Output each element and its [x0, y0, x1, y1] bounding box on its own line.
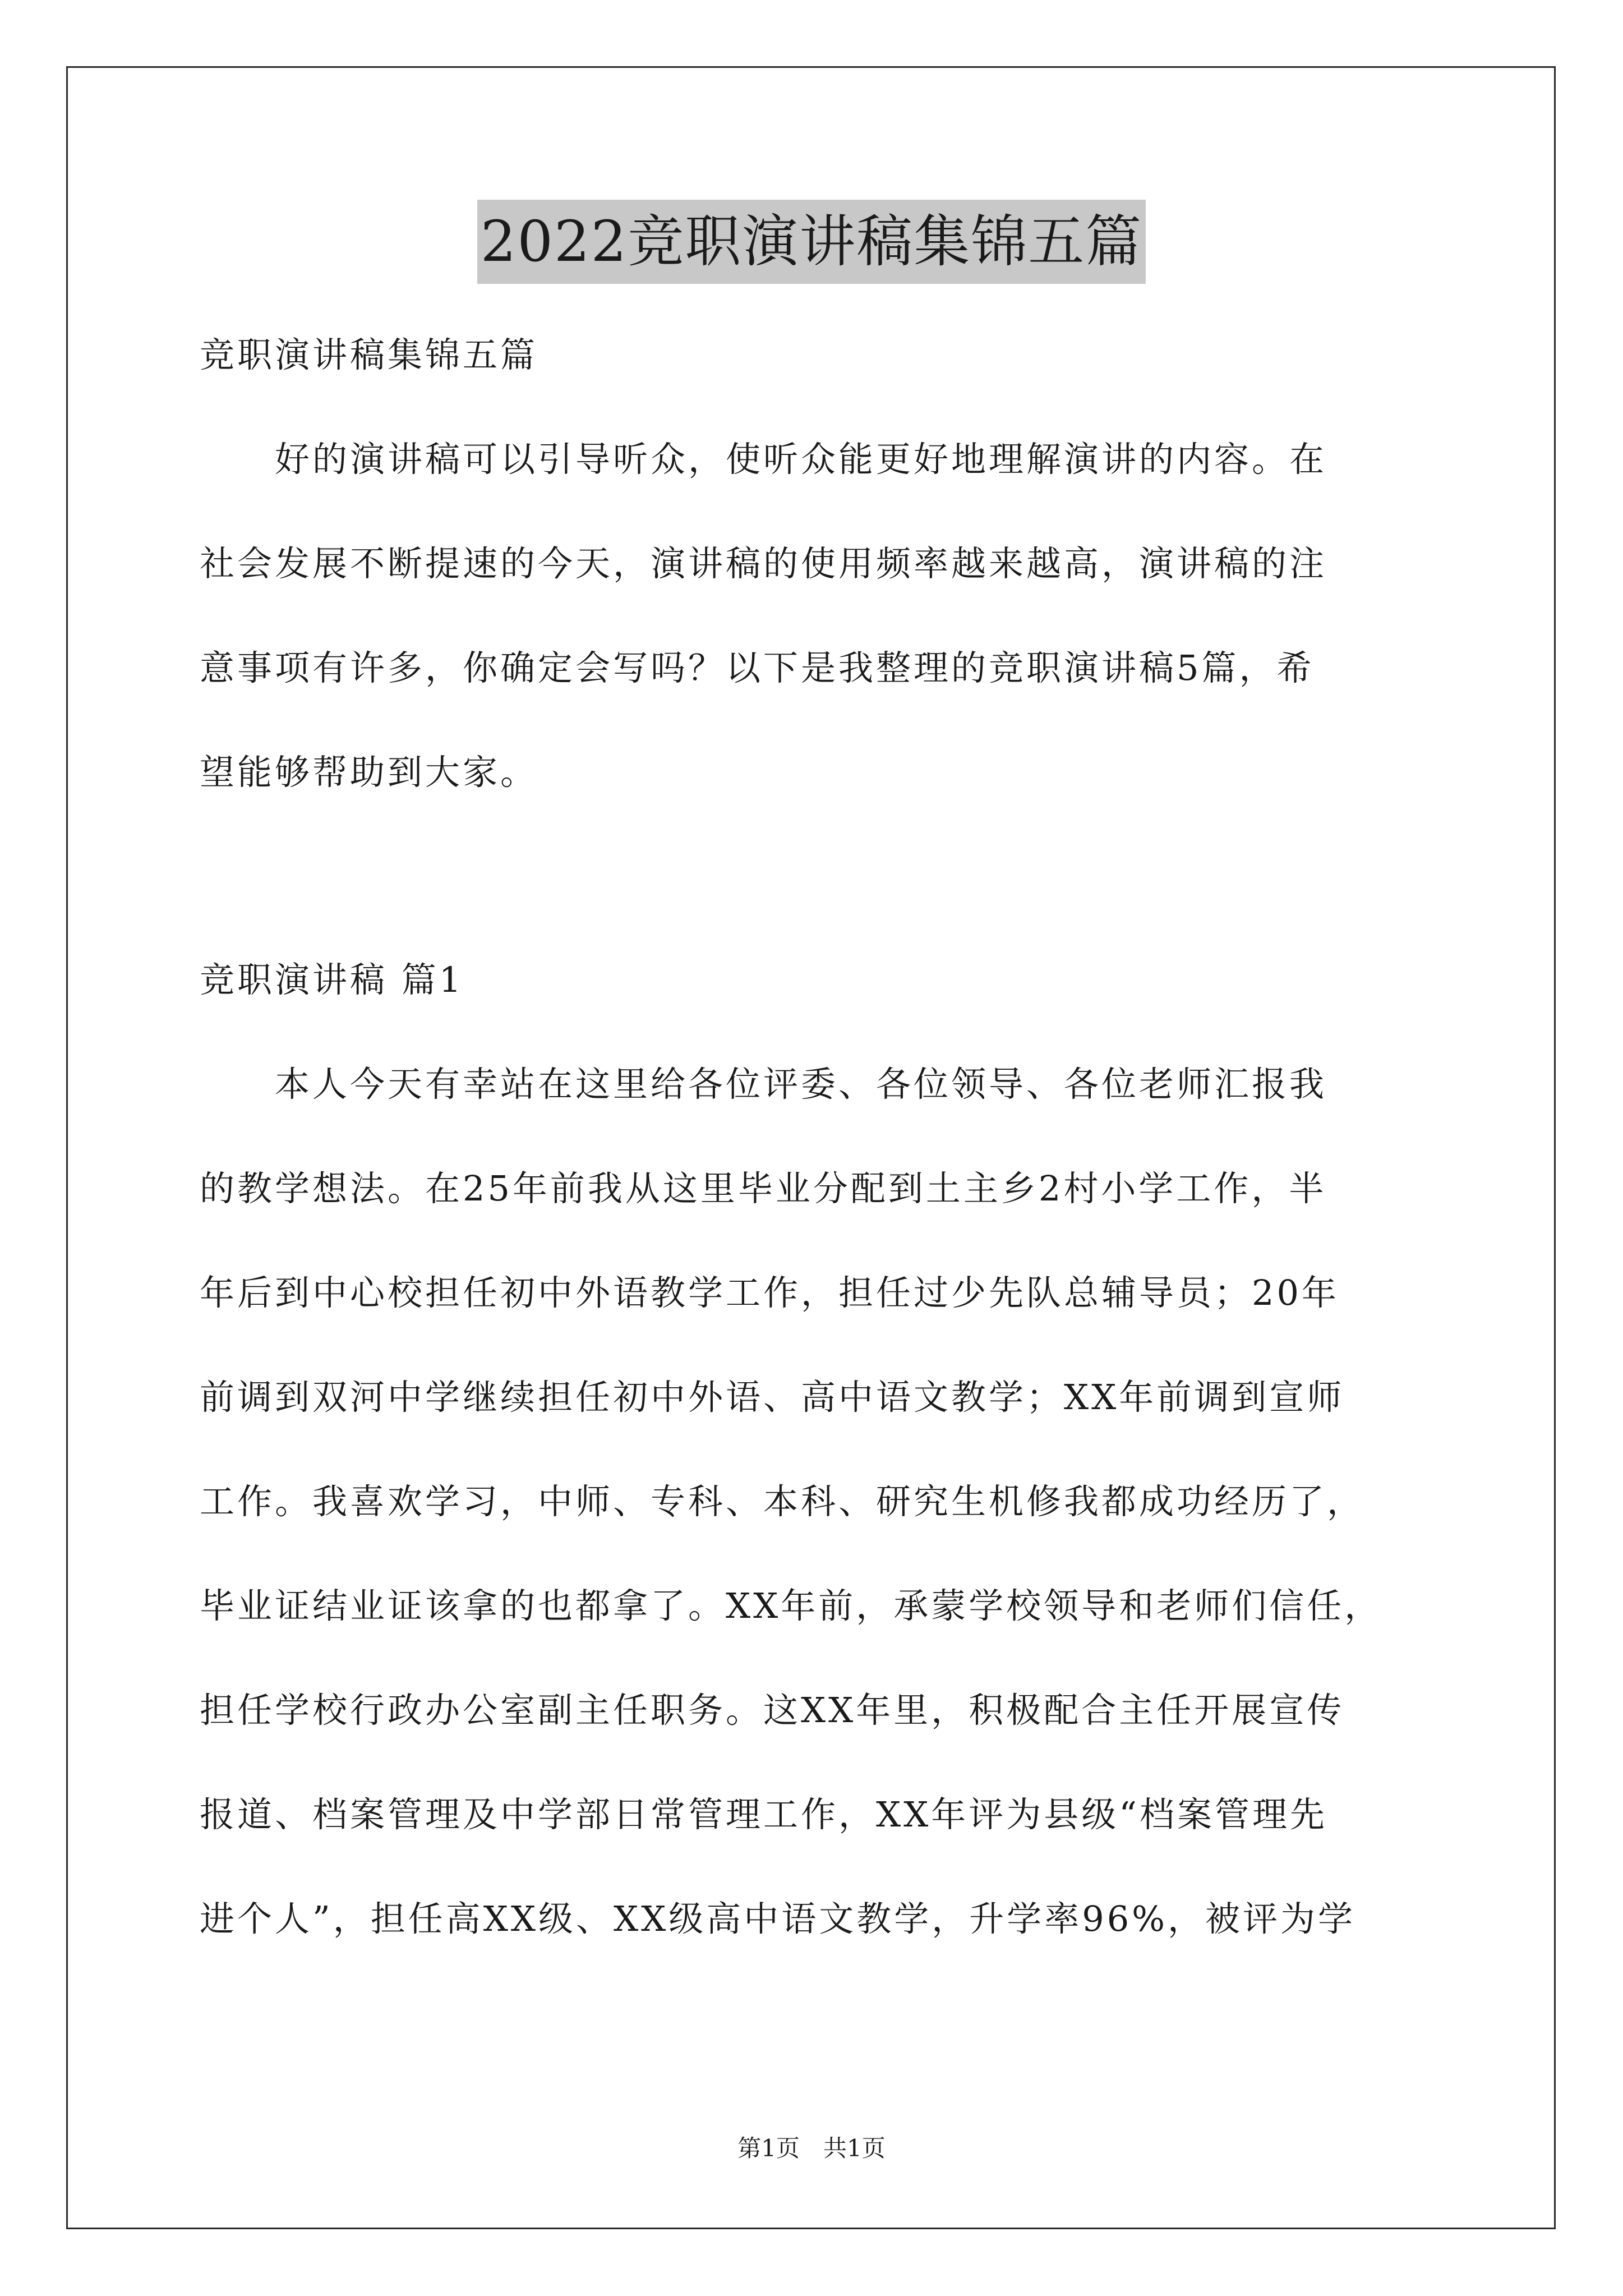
document-title: 2022竞职演讲稿集锦五篇	[477, 200, 1146, 284]
body-line: 毕业证结业证该拿的也都拿了。XX年前，承蒙学校领导和老师们信任，	[200, 1585, 1382, 1626]
body-line: 报道、档案管理及中学部日常管理工作，XX年评为县级“档案管理先	[200, 1794, 1327, 1835]
section-heading: 竞职演讲稿 篇1	[200, 959, 464, 1000]
paragraph-gap	[200, 825, 1433, 928]
body-line: 担任学校行政办公室副主任职务。这XX年里，积极配合主任开展宣传	[200, 1690, 1345, 1731]
intro-line: 望能够帮助到大家。	[200, 752, 538, 793]
body-line: 前调到双河中学继续担任初中外语、高中语文教学；XX年前调到宣师	[200, 1377, 1345, 1418]
body-line: 本人今天有幸站在这里给各位评委、各位领导、各位老师汇报我	[200, 1064, 1327, 1105]
subtitle: 竞职演讲稿集锦五篇	[200, 334, 538, 375]
intro-line: 意事项有许多，你确定会写吗？以下是我整理的竞职演讲稿5篇，希	[200, 647, 1315, 688]
body-line: 工作。我喜欢学习，中师、专科、本科、研究生机修我都成功经历了，	[200, 1481, 1365, 1522]
body-line: 进个人”，担任高XX级、XX级高中语文教学，升学率96%，被评为学	[200, 1898, 1356, 1939]
intro-line: 社会发展不断提速的今天，演讲稿的使用频率越来越高，演讲稿的注	[200, 543, 1327, 584]
title-container	[0, 200, 1623, 284]
page-footer: 第1页 共1页	[737, 2134, 886, 2162]
body-line: 的教学想法。在25年前我从这里毕业分配到土主乡2村小学工作，半	[200, 1168, 1327, 1209]
intro-line: 好的演讲稿可以引导听众，使听众能更好地理解演讲的内容。在	[200, 439, 1327, 480]
document-body	[200, 303, 1433, 1971]
body-line: 年后到中心校担任初中外语教学工作，担任过少先队总辅导员；20年	[200, 1272, 1339, 1313]
